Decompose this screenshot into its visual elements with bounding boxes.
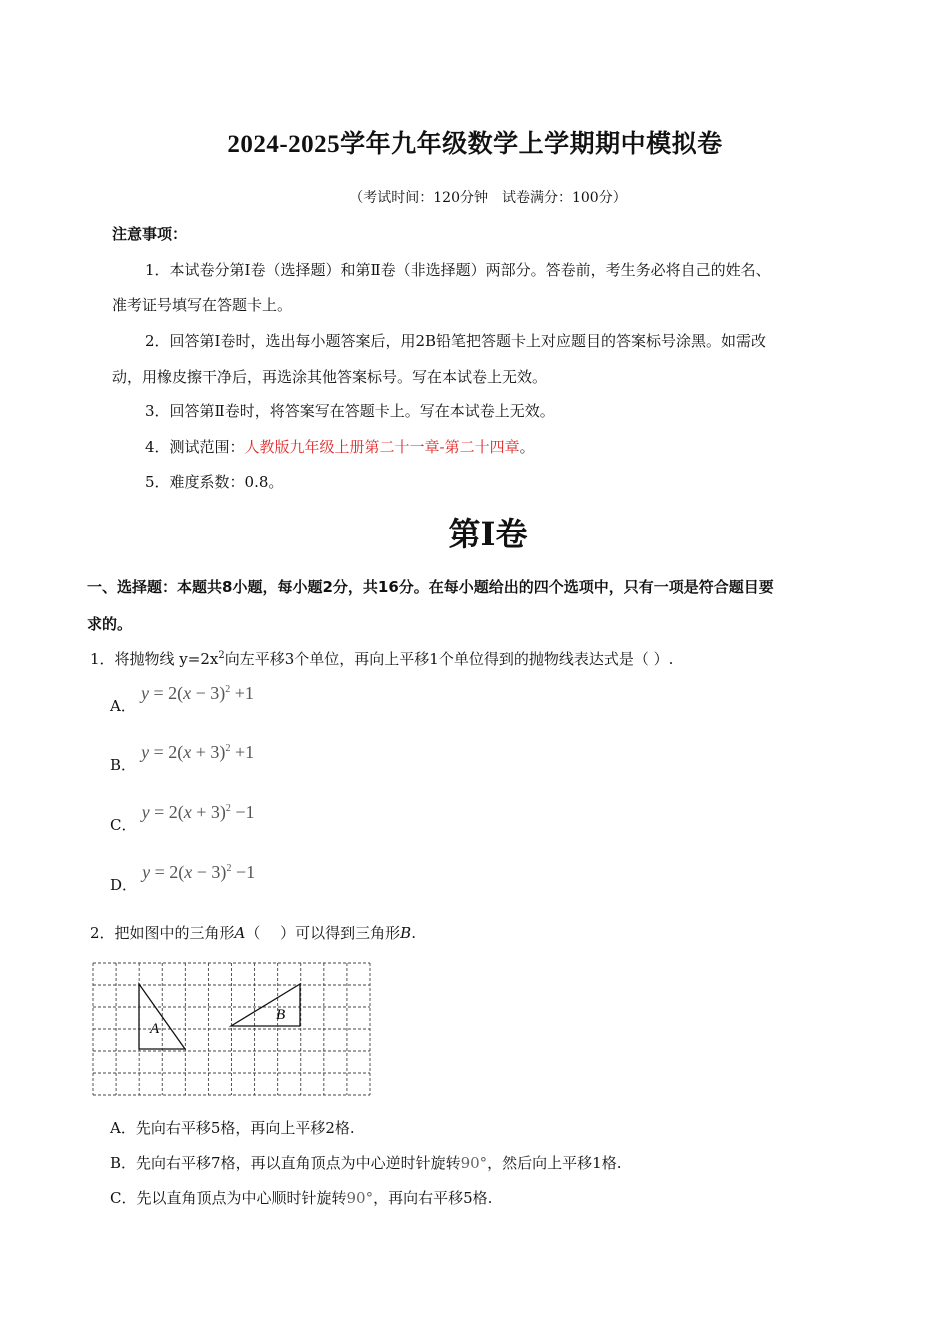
formula-part: = 2( <box>149 802 184 822</box>
formula-y: y <box>141 742 150 762</box>
triangle-b-label: B <box>276 1007 286 1023</box>
q2-stem-a: 2．把如图中的三角形 <box>90 924 235 942</box>
q2-label-a: A <box>234 924 246 942</box>
triangle-a-label: A <box>150 1021 160 1037</box>
formula-part: + 3) <box>191 802 226 822</box>
note-4-suffix: 。 <box>519 438 535 456</box>
formula <box>141 683 254 703</box>
q2-option-c-text: C．先以直角顶点为中心顺时针旋转 <box>110 1189 347 1207</box>
note-5: 5．难度系数：0.8。 <box>145 473 284 491</box>
formula-x: x <box>183 742 192 762</box>
note-4-prefix: 4．测试范围： <box>145 438 245 456</box>
q1-option-b[interactable] <box>110 742 255 774</box>
q1-option-a[interactable] <box>110 683 254 715</box>
formula-exp: 2 <box>225 743 231 754</box>
question-1-stem <box>90 648 673 669</box>
note-2-line-2: 动，用橡皮擦干净后，再选涂其他答案标号。写在本试卷上无效。 <box>112 368 548 386</box>
formula-part: +1 <box>230 683 254 703</box>
formula-x: x <box>184 862 193 882</box>
q2-option-c[interactable] <box>110 1187 492 1208</box>
dashed-grid <box>93 963 370 1095</box>
volume-title: 第Ⅰ卷 <box>448 515 528 553</box>
q1-stem-a: 1．将抛物线 y=2x <box>90 650 219 668</box>
triangle-grid-figure <box>90 961 372 1097</box>
q2-stem-c: . <box>411 924 416 942</box>
test-range: 人教版九年级上册第二十一章-第二十四章 <box>244 438 520 456</box>
section-1-line-1: 一、选择题：本题共8小题，每小题2分，共16分。在每小题给出的四个选项中，只有一项是符合题目要 <box>87 578 774 596</box>
section-1-line-2: 求的。 <box>87 615 133 633</box>
note-3: 3．回答第Ⅱ卷时，将答案写在答题卡上。写在本试卷上无效。 <box>145 402 555 420</box>
option-letter: D． <box>110 876 138 894</box>
formula-part: + 3) <box>191 742 226 762</box>
formula-y: y <box>141 802 150 822</box>
q1-option-d[interactable] <box>110 862 256 894</box>
formula <box>142 802 255 822</box>
note-2-line-1: 2．回答第Ⅰ卷时，选出每小题答案后，用2B铅笔把答题卡上对应题目的答案标号涂黑。如需改 <box>145 332 767 350</box>
q2-option-b-text-end: ，然后向上平移1格. <box>487 1154 622 1172</box>
formula-part: − 3) <box>191 683 226 703</box>
q1-option-c[interactable] <box>110 802 255 834</box>
page-title: 2024-2025学年九年级数学上学期期中模拟卷 <box>227 131 723 158</box>
q1-stem-b: 向左平移3个单位，再向上平移1个单位得到的抛物线表达式是（ ）. <box>224 650 674 668</box>
formula-exp: 2 <box>225 684 231 695</box>
formula-part: = 2( <box>148 683 184 703</box>
formula-x: x <box>183 683 192 703</box>
note-1-line-2: 准考证号填写在答题卡上。 <box>112 296 293 314</box>
formula-x: x <box>183 802 192 822</box>
question-2-stem <box>90 922 416 943</box>
notes-heading: 注意事项： <box>112 225 188 243</box>
formula-exp: 2 <box>226 863 232 874</box>
formula-exp: 2 <box>225 803 231 814</box>
q2-stem-b: （ ）可以得到三角形 <box>245 924 401 942</box>
option-letter: C． <box>110 816 137 834</box>
q2-option-c-text-end: ，再向右平移5格. <box>373 1189 493 1207</box>
formula-y: y <box>140 683 149 703</box>
degree-value: 90° <box>346 1189 374 1207</box>
option-letter: A． <box>110 697 136 715</box>
formula <box>141 742 254 762</box>
q2-option-b[interactable] <box>110 1152 621 1173</box>
q2-option-b-text: B．先向右平移7格，再以直角顶点为中心逆时针旋转 <box>110 1154 461 1172</box>
q1-stem-sup: 2 <box>218 650 225 661</box>
triangle-b <box>231 984 300 1026</box>
degree-value: 90° <box>460 1154 488 1172</box>
formula <box>142 862 255 882</box>
note-4 <box>145 436 535 457</box>
formula-part: +1 <box>230 742 255 762</box>
note-1-line-1: 1．本试卷分第Ⅰ卷（选择题）和第Ⅱ卷（非选择题）两部分。答卷前，考生务必将自己的姓名、 <box>145 261 771 279</box>
formula-part: = 2( <box>150 862 185 882</box>
q2-label-b: B <box>400 924 412 942</box>
q2-option-a[interactable]: A．先向右平移5格，再向上平移2格. <box>110 1119 355 1137</box>
exam-info: （考试时间：120分钟 试卷满分：100分） <box>349 190 627 206</box>
formula-part: − 3) <box>192 862 227 882</box>
formula-y: y <box>142 862 151 882</box>
formula-part: −1 <box>231 862 256 882</box>
formula-part: = 2( <box>149 742 184 762</box>
formula-part: −1 <box>230 802 255 822</box>
option-letter: B． <box>110 756 137 774</box>
